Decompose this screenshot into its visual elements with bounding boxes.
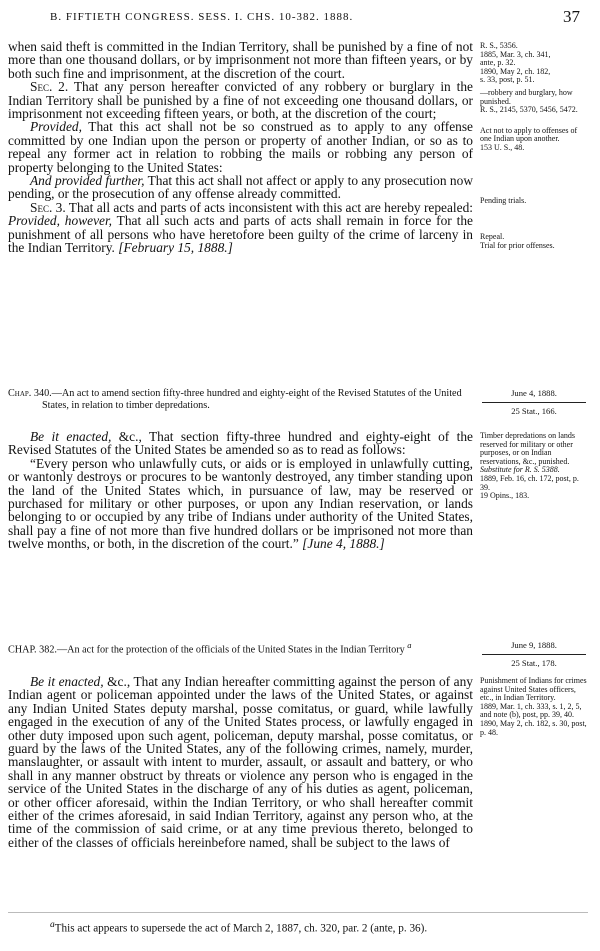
sec2-paragraph <box>8 80 473 120</box>
footnote <box>50 920 570 935</box>
proviso2-text: That this act shall not affect or apply to any prosecution now pending, or the prosecution of any offense already committed. <box>8 173 473 202</box>
chap340-body <box>8 430 473 551</box>
margin-note: Act not to apply to offenses of one Indian upon another. <box>480 125 578 144</box>
section-continuation <box>8 40 473 255</box>
chap340-stat: 25 Stat., 166. <box>511 406 557 416</box>
sec3-date: [February 15, 1888.] <box>118 240 233 256</box>
chap340-quoted-section <box>8 457 473 551</box>
margin-note: Punishment of Indians for crimes against United States officers, etc., in Indian Territory. <box>480 676 587 703</box>
margin-note: 1890, May 2, ch. 182, s. 30, post, p. 48. <box>480 718 587 737</box>
chap340-date: June 4, 1888. <box>511 388 557 398</box>
sec3-text-b: That all such acts and parts of acts shall remain in force for the punishment of all persons who have heretofore been guilty of the crime of larceny in the Indian Territory. <box>8 213 474 256</box>
chap340-quote-date: [June 4, 1888.] <box>302 536 385 552</box>
chap382-enact-label: Be it enacted, <box>30 674 104 689</box>
footnote-mark: a <box>50 920 55 930</box>
margin-note: 19 Opins., 183. <box>480 491 530 501</box>
chap340-caption <box>8 388 473 411</box>
margin-notes-chap340 <box>480 432 588 501</box>
margin-note: —robbery and burglary, how punished. <box>480 87 573 106</box>
chap382-enacting-clause <box>8 675 473 849</box>
margin-note: Substitute for R. S. 5388. <box>480 465 560 475</box>
chap382-stat: 25 Stat., 178. <box>511 658 557 668</box>
chap382-body <box>8 675 473 849</box>
sec3-paragraph <box>8 201 473 255</box>
chap340-quote-text: “Every person who unlawfully cuts, or aids or is employed in unlawfully cutting, or wantonly destroys or procures to be wantonly destroyed, any timber standing upon the land of the United States which, in pursuance of law, may be reserved or purchased for military or other purposes, or upon any Indian reservation, or lands belonging to or occupied by any tribe of Indians under authority of the United States, shall pay a fine of not more than five hundred dollars or be imprisoned not more than twelve months, or both, in the discretion of the court.” <box>8 455 473 552</box>
divider <box>482 654 586 655</box>
margin-note: 1889, Feb. 16, ch. 172, post, p. 39. <box>480 473 579 492</box>
chap340-enact-text: That section fifty-three hundred and eighty-eight of the Revised Statutes of the United States be amended so as to read as follows: <box>8 429 473 458</box>
margin-note: R. S., 5356. <box>480 41 518 50</box>
sec2-label: Sec. 2. <box>30 79 69 95</box>
chap340-label: Chap. 340. <box>8 388 52 399</box>
margin-note: 1890, May 2, ch. 182, <box>480 66 551 76</box>
proviso1-paragraph <box>8 120 473 174</box>
chap340-enact-label: Be it enacted, <box>30 429 112 444</box>
chap382-enact-text: That any Indian hereafter committing against the person of any Indian agent or policeman appointed under the laws of the United States, or against any Indian United States deputy marshal, posse comitatus, or guard, while lawfully engaged in the execution of any of the United States process, or lawfully engaged in other duty imposed upon such agent, policeman, deputy marshal, posse comitatus, or guard by the laws of the United States, any of the following crimes, namely, murder, manslaughter, or assault with intent to murder, assault, or assault and battery, or who shall in any manner obstruct by threats or violence any person who is engaged in the service of the United States in the discharge of any of his duties as agent, policeman, or other officer aforesaid, within the Indian Territory, or who shall hereafter commit either of the crimes aforesaid, in said Indian Territory, against any person who, at the time of the commission of said crime, or at any time previous thereto, belonged to either of the classes of officials hereinbefore named, shall be subject to the laws of <box>8 674 473 850</box>
proviso2-paragraph <box>8 174 473 201</box>
margin-notes-chap382 <box>480 677 588 737</box>
sec2-text: That any person hereafter convicted of any robbery or burglary in the Indian Territory shall be punished by a fine of not exceeding one thousand dollars, or imprisonment not exceeding fifteen years, or both, at the discretion of the court; <box>8 79 473 122</box>
header-title: B. FIFTIETH CONGRESS. SESS. I. CHS. 10-382. 1888. <box>50 11 354 23</box>
chap382-enact-etc: &c., <box>103 674 131 689</box>
chap382-date: June 9, 1888. <box>511 640 557 650</box>
margin-note: R. S., 2145, 5370, 5456, 5472. <box>480 105 578 115</box>
margin-note: 1885, Mar. 3, ch. 341, <box>480 49 551 59</box>
sec3-proviso: Provided, however, <box>8 213 113 229</box>
margin-note: Trial for prior offenses. <box>480 240 555 250</box>
margin-note: Repeal. <box>480 232 505 242</box>
chap340-enact-etc: &c., <box>111 429 142 444</box>
chap382-label: CHAP. 382. <box>8 644 57 656</box>
footnote-rule <box>8 912 588 913</box>
margin-note: s. 33, post, p. 51. <box>480 75 535 85</box>
chap340-enacting-clause <box>8 430 473 457</box>
chap340-datebox <box>482 388 586 416</box>
footnote-text: This act appears to supersede the act of March 2, 1887, ch. 320, par. 2 (ante, p. 36). <box>54 922 428 935</box>
chap382-title: —An act for the protection of the officials of the United States in the Indian Territory <box>56 644 405 656</box>
chap382-footnote-ref: a <box>407 640 412 650</box>
running-header <box>50 9 580 27</box>
chap340-title: —An act to amend section fifty-three hundred and eighty-eight of the Revised Statutes of the United States, in relation to timber depredations. <box>42 388 462 411</box>
chap382-datebox <box>482 640 586 668</box>
margin-notes-section1 <box>480 42 588 250</box>
proviso1-label: Provided, <box>30 119 82 135</box>
margin-note: Pending trials. <box>480 195 527 205</box>
opening-paragraph: when said theft is committed in the Indian Territory, shall be punished by a fine of not more than one thousand dollars, or by imprisonment not more than fifteen years, or by both such fine and imprisonment, at the discretion of the court. <box>8 39 473 81</box>
sec3-label: Sec. 3. <box>30 199 66 215</box>
margin-note: Timber depredations on lands reserved for military or other purposes, or on Indian reservations, &c., punished. <box>480 431 576 466</box>
chap340-caption-text <box>8 388 473 411</box>
margin-note: ante, p. 32. <box>480 58 516 68</box>
margin-note: 1889, Mar. 1, ch. 333, s. 1, 2, 5, and note (b), post, pp. 39, 40. <box>480 701 582 720</box>
divider <box>482 402 586 403</box>
proviso1-text: That this act shall not be so construed as to apply to any offense committed by one Indian upon the person or property of another Indian, or so as to repeal any former act in relation to robbing the mails or robbing any person of property belonging to the United States: <box>8 119 473 175</box>
page-number: 37 <box>563 7 580 26</box>
sec3-text-a: That all acts and parts of acts inconsistent with this act are hereby repealed: <box>65 199 474 215</box>
chap382-caption <box>8 640 473 656</box>
chap382-caption-text <box>8 640 473 656</box>
margin-note: 153 U. S., 48. <box>480 142 525 152</box>
proviso2-label: And provided further, <box>30 173 145 189</box>
